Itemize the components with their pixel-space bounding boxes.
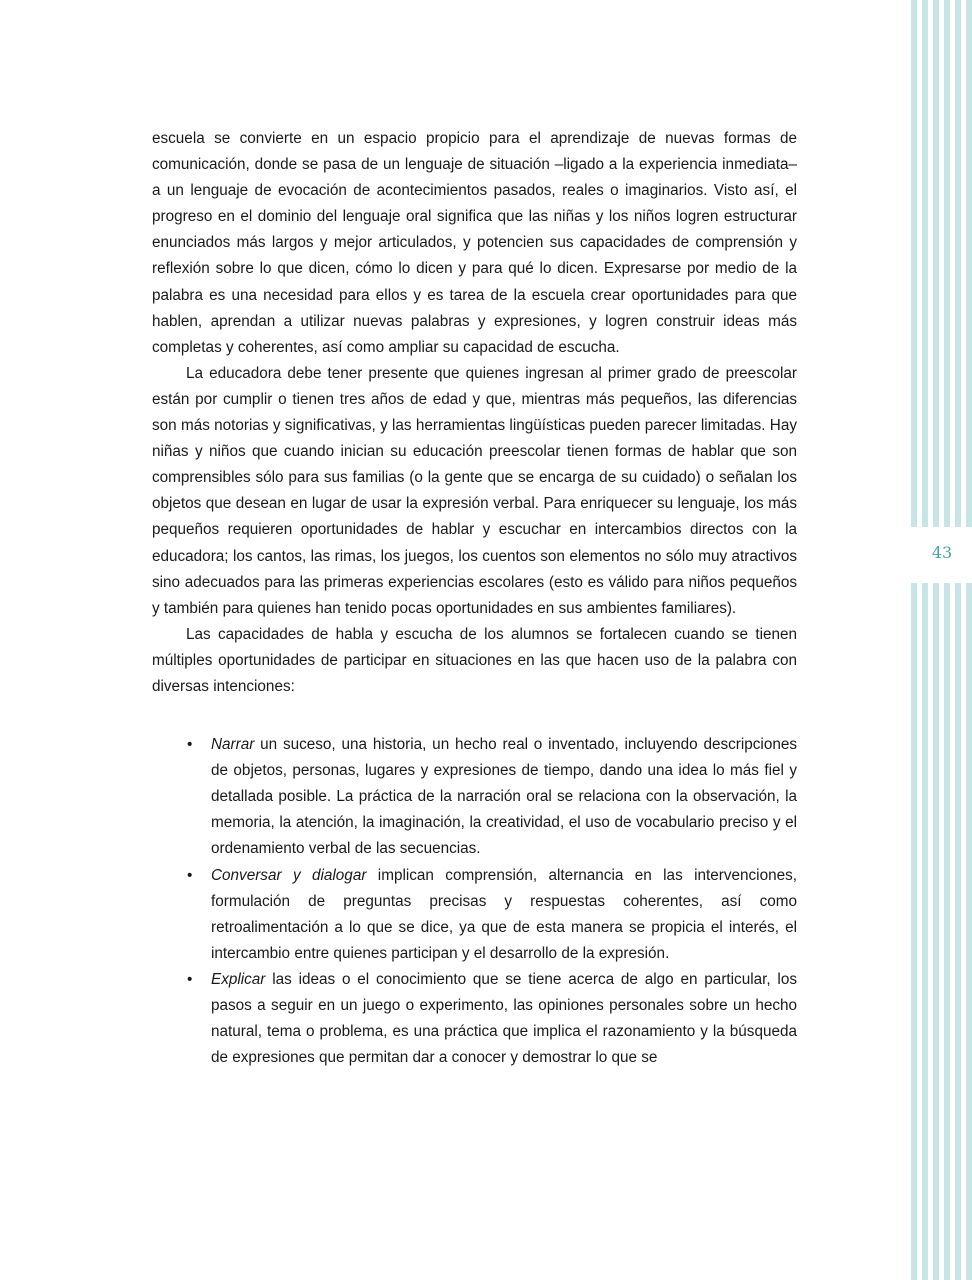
list-item-term: Narrar: [211, 736, 255, 754]
bullet-icon: •: [187, 970, 193, 988]
list-item-text: las ideas o el conocimiento que se tiene acerca de algo en particular, los pasos a seguir en un juego o experimento, las opiniones personales sobre un hecho natural, tema o problema, es una práctica que implica el razonamiento y la búsqueda de expresiones que permitan dar a conocer y demostrar lo que se: [211, 970, 797, 1067]
list-item-term: Explicar: [211, 970, 266, 988]
bullet-icon: •: [187, 866, 193, 884]
list-item-text: un suceso, una historia, un hecho real o inventado, incluyendo descripciones de objetos, personas, lugares y expresiones de tiempo, dando una idea lo más fiel y detallada posible. La práctica de la narración oral se relaciona con la observación, la memoria, la atención, la imaginación, la creatividad, el uso de vocabulario preciso y el ordenamiento verbal de las secuencias.: [211, 736, 797, 858]
list-item: [187, 863, 797, 967]
decorative-margin-stripes: [911, 0, 972, 1280]
body-text: [152, 126, 797, 1071]
bullet-icon: •: [187, 736, 193, 754]
paragraph: La educadora debe tener presente que quienes ingresan al primer grado de preescolar están por cumplir o tienen tres años de edad y que, mientras más pequeños, las diferencias son más notorias y significativas, y las herramientas lingüísticas pueden parecer limitadas. Hay niñas y niños que cuando inician su educación preescolar tienen formas de hablar que son comprensibles sólo para sus familias (o la gente que se encarga de su cuidado) o señalan los objetos que desean en lugar de usar la expresión verbal. Para enriquecer su lenguaje, los más pequeños requieren oportunidades de hablar y escuchar en intercambios directos con la educadora; los cantos, las rimas, los juegos, los cuentos son elementos no sólo muy atractivos sino adecuados para las primeras experiencias escolares (esto es válido para niños pequeños y también para quienes han tenido pocas oportunidades en sus ambientes familiares).: [152, 364, 797, 617]
list-item: [187, 732, 797, 862]
list-item: [187, 967, 797, 1071]
paragraph: escuela se convierte en un espacio propicio para el aprendizaje de nuevas formas de comunicación, donde se pasa de un lenguaje de situación –ligado a la experiencia inmediata– a un lenguaje de evocación de acontecimientos pasados, reales o imaginarios. Visto así, el progreso en el dominio del lenguaje oral significa que las niñas y los niños logren estructurar enunciados más largos y mejor articulados, y potencien sus capacidades de comprensión y reflexión sobre lo que dicen, cómo lo dicen y para qué lo dicen. Expresarse por medio de la palabra es una necesidad para ellos y es tarea de la escuela crear oportunidades para que hablen, aprendan a utilizar nuevas palabras y expresiones, y logren construir ideas más completas y coherentes, así como ampliar su capacidad de escucha.: [152, 130, 797, 356]
bullet-list: [152, 732, 797, 1071]
page-number: 43: [931, 543, 953, 562]
list-item-term: Conversar y dialogar: [211, 866, 367, 884]
paragraph: Las capacidades de habla y escucha de los alumnos se fortalecen cuando se tienen múltiples oportunidades de participar en situaciones en las que hacen uso de la palabra con diversas intenciones:: [152, 625, 797, 695]
list-item-text: implican comprensión, alternancia en las intervenciones, formulación de preguntas precisas y respuestas coherentes, así como retroalimentación a lo que se dice, ya que de esta manera se propicia el interés, el intercambio entre quienes participan y el desarrollo de la expresión.: [211, 866, 797, 962]
